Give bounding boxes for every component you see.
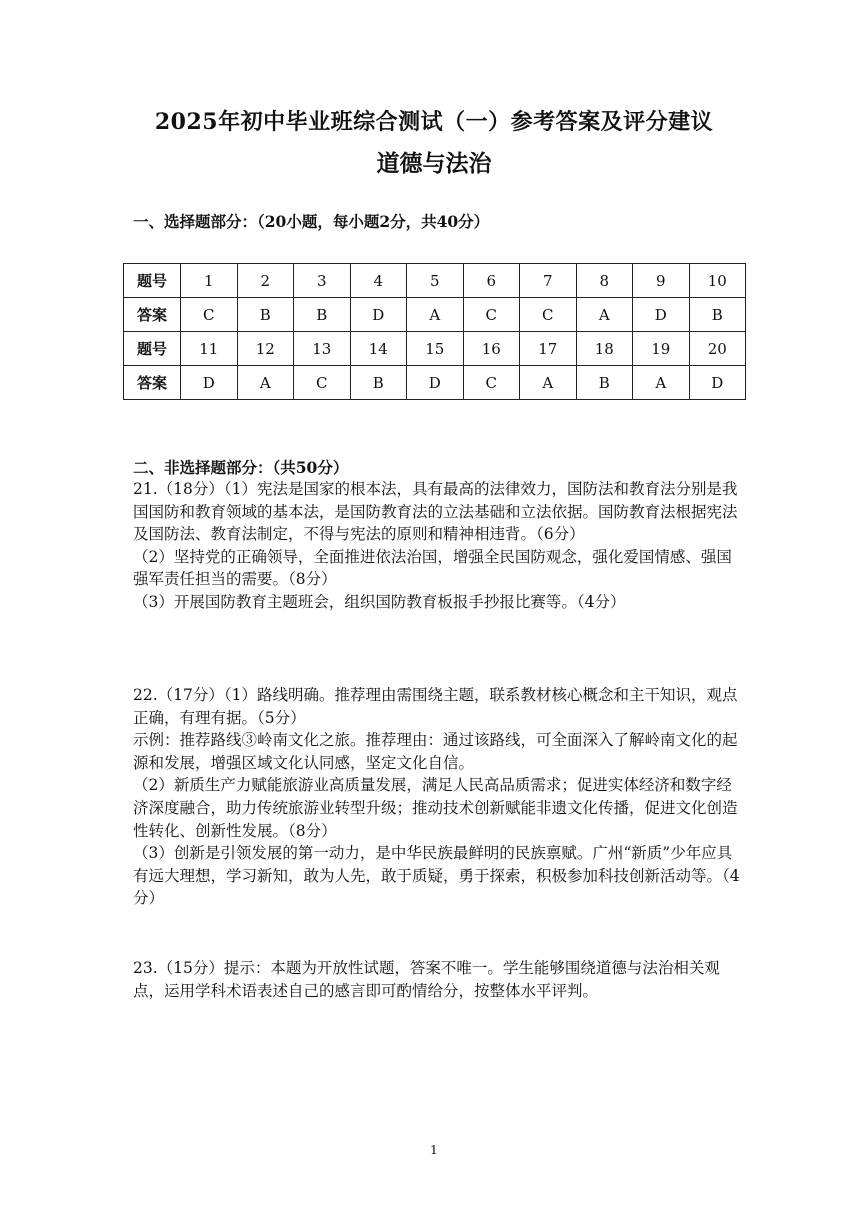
table-cell: A <box>407 298 464 332</box>
table-cell: B <box>294 298 351 332</box>
table-cell: A <box>520 366 577 400</box>
section1-heading: 一、选择题部分：（20小题，每小题2分，共40分） <box>133 212 490 231</box>
table-cell: 14 <box>350 332 407 366</box>
table-cell: 20 <box>689 332 746 366</box>
table-cell: C <box>294 366 351 400</box>
table-cell: B <box>576 366 633 400</box>
table-cell: A <box>237 366 294 400</box>
question-23-answer: 23.（15分）提示：本题为开放性试题，答案不唯一。学生能够围绕道德与法治相关观点，运用学科术语表述自己的感言即可酌情给分，按整体水平评判。 <box>133 959 720 1000</box>
table-cell: 2 <box>237 264 294 298</box>
table-cell: 8 <box>576 264 633 298</box>
document-title: 2025年初中毕业班综合测试（一）参考答案及评分建议 <box>154 109 714 135</box>
table-cell: 1 <box>181 264 238 298</box>
subject-title: 道德与法治 <box>376 150 492 177</box>
table-cell: 10 <box>689 264 746 298</box>
table-cell: 18 <box>576 332 633 366</box>
table-cell: D <box>633 298 690 332</box>
table-cell: D <box>407 366 464 400</box>
table-cell: 4 <box>350 264 407 298</box>
table-row <box>124 332 746 366</box>
question-22-answer: 22.（17分）（1）路线明确。推荐理由需围绕主题，联系教材核心概念和主干知识，观点正确，有理有据。（5分） 示例：推荐路线③岭南文化之旅。推荐理由：通过该路线，可全面深入了解岭南文化的起源和发展，增强区域文化认同感，坚定文化自信。 （2）新质生产力赋能旅游业高质量发展，满足人民高品质需求；促进实体经济和数字经济深度融合，助力传统旅游业转型升级；推动技术创新赋能非遗文化传播，促进文化创造性转化、创新性发展。（8分） （3）创新是引领发展的第一动力，是中华民族最鲜明的民族禀赋。广州“新质”少年应具有远大理想，学习新知，敢为人先，敢于质疑，勇于探索，积极参加科技创新活动等。（4分） <box>133 686 740 908</box>
question-21-answer: 21.（18分）（1）宪法是国家的根本法，具有最高的法律效力，国防法和教育法分别是我国国防和教育领域的基本法，是国防教育法的立法基础和立法依据。国防教育法根据宪法及国防法、教育法制定，不得与宪法的原则和精神相违背。（6分） （2）坚持党的正确领导，全面推进依法治国，增强全民国防观念，强化爱国情感、强国强军责任担当的需要。（8分） （3）开展国防教育主题班会，组织国防教育板报手抄报比赛等。（4分） <box>133 480 738 611</box>
table-cell: D <box>350 298 407 332</box>
table-cell: C <box>463 298 520 332</box>
answer-table <box>123 263 746 400</box>
table-cell: 11 <box>181 332 238 366</box>
row-header-cell: 题号 <box>124 332 181 366</box>
table-cell: 12 <box>237 332 294 366</box>
table-cell: B <box>689 298 746 332</box>
table-cell: A <box>576 298 633 332</box>
table-cell: 17 <box>520 332 577 366</box>
table-cell: 5 <box>407 264 464 298</box>
table-cell: 16 <box>463 332 520 366</box>
page-number: 1 <box>430 1143 438 1157</box>
table-cell: 15 <box>407 332 464 366</box>
table-cell: C <box>463 366 520 400</box>
table-row <box>124 264 746 298</box>
table-cell: D <box>181 366 238 400</box>
table-cell: 13 <box>294 332 351 366</box>
table-row <box>124 366 746 400</box>
section2-heading: 二、非选择题部分：（共50分） <box>133 458 349 477</box>
table-cell: C <box>181 298 238 332</box>
table-cell: C <box>520 298 577 332</box>
table-cell: D <box>689 366 746 400</box>
row-header-cell: 题号 <box>124 264 181 298</box>
row-header-cell: 答案 <box>124 366 181 400</box>
table-cell: 19 <box>633 332 690 366</box>
table-cell: 7 <box>520 264 577 298</box>
table-cell: 6 <box>463 264 520 298</box>
table-cell: 3 <box>294 264 351 298</box>
table-cell: B <box>350 366 407 400</box>
table-cell: A <box>633 366 690 400</box>
table-cell: 9 <box>633 264 690 298</box>
table-cell: B <box>237 298 294 332</box>
row-header-cell: 答案 <box>124 298 181 332</box>
table-row <box>124 298 746 332</box>
